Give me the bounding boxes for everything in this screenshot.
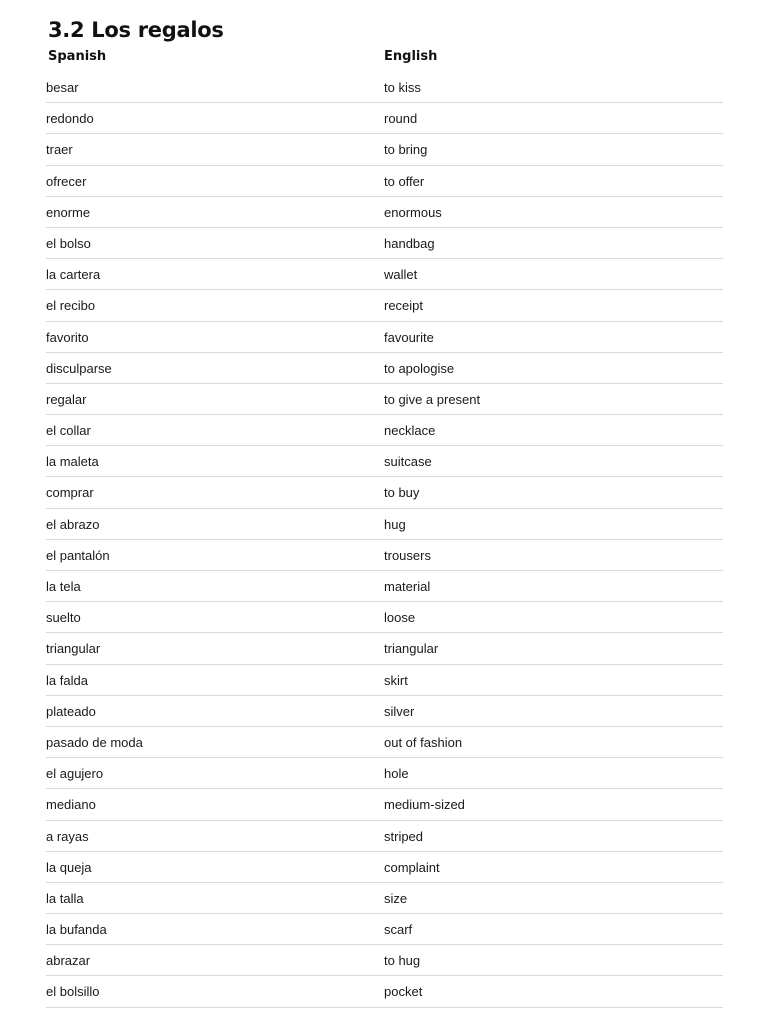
- spanish-term: la talla: [46, 890, 84, 906]
- vocab-row: [46, 727, 723, 758]
- english-translation: to kiss: [384, 80, 421, 95]
- vocab-row: [46, 415, 723, 446]
- english-translation: favourite: [384, 329, 434, 345]
- vocab-row: [46, 633, 723, 664]
- spanish-term: el recibo: [46, 298, 96, 314]
- vocab-row: [46, 883, 723, 914]
- vocab-row: [46, 103, 723, 134]
- spanish-term: suelto: [46, 610, 81, 626]
- english-translation: complaint: [384, 859, 440, 875]
- spanish-term: pasado de moda: [46, 734, 143, 750]
- spanish-term: comprar: [46, 485, 94, 501]
- english-translation: enormous: [384, 204, 442, 220]
- english-translation: triangular: [384, 641, 439, 657]
- spanish-term: la falda: [46, 672, 88, 688]
- vocab-row: [46, 665, 723, 696]
- vocab-row: [46, 166, 723, 197]
- english-translation: necklace: [384, 423, 436, 439]
- english-translation: wallet: [384, 267, 418, 283]
- vocab-row: [46, 602, 723, 633]
- vocab-row: [46, 789, 723, 820]
- spanish-term: triangular: [46, 641, 101, 657]
- vocab-row: [46, 384, 723, 415]
- spanish-term: abrazar: [46, 953, 91, 969]
- english-translation: to buy: [384, 485, 420, 501]
- english-translation: receipt: [384, 298, 424, 314]
- table-header: [48, 49, 722, 69]
- english-translation: pocket: [384, 984, 423, 1000]
- page-title: 3.2 Los regalos: [48, 18, 224, 42]
- vocab-row: [46, 228, 723, 259]
- spanish-term: regalar: [46, 391, 87, 407]
- spanish-term: la maleta: [46, 454, 99, 470]
- spanish-term: el bolsillo: [46, 984, 100, 1000]
- spanish-term: la queja: [46, 859, 92, 875]
- vocab-row: [46, 134, 723, 165]
- english-translation: trousers: [384, 547, 431, 563]
- vocab-row: [46, 290, 723, 321]
- spanish-term: el bolso: [46, 235, 91, 251]
- column-header-english: English: [384, 49, 438, 64]
- spanish-term: favorito: [46, 329, 89, 345]
- english-translation: suitcase: [384, 454, 432, 470]
- vocab-row: [46, 322, 723, 353]
- english-translation: hug: [384, 516, 406, 532]
- vocab-row: [46, 914, 723, 945]
- spanish-term: la bufanda: [46, 922, 107, 938]
- english-translation: round: [384, 111, 418, 127]
- spanish-term: plateado: [46, 703, 96, 719]
- vocab-row: [46, 197, 723, 228]
- column-header-spanish: Spanish: [48, 49, 107, 64]
- spanish-term: enorme: [46, 204, 91, 220]
- vocab-row: [46, 509, 723, 540]
- spanish-term: ofrecer: [46, 173, 87, 189]
- english-translation: size: [384, 890, 408, 906]
- english-translation: to apologise: [384, 360, 455, 376]
- vocab-row: [46, 259, 723, 290]
- spanish-term: traer: [46, 142, 73, 158]
- vocab-row: [46, 852, 723, 883]
- vocab-row: [46, 821, 723, 852]
- english-translation: to give a present: [384, 391, 481, 407]
- vocab-row: [46, 477, 723, 508]
- spanish-term: el abrazo: [46, 516, 100, 532]
- vocabulary-list: [46, 72, 723, 1008]
- spanish-term: el pantalón: [46, 547, 110, 563]
- spanish-term: a rayas: [46, 828, 89, 844]
- vocab-row: [46, 945, 723, 976]
- spanish-term: besar: [46, 80, 79, 95]
- english-translation: handbag: [384, 235, 435, 251]
- spanish-term: el collar: [46, 423, 91, 439]
- english-translation: loose: [384, 610, 416, 626]
- english-translation: medium-sized: [384, 797, 465, 813]
- spanish-term: mediano: [46, 797, 96, 813]
- vocab-row: [46, 571, 723, 602]
- spanish-term: el agujero: [46, 766, 104, 782]
- english-translation: hole: [384, 766, 409, 782]
- english-translation: silver: [384, 703, 415, 719]
- english-translation: to bring: [384, 142, 428, 158]
- spanish-term: la tela: [46, 579, 81, 594]
- vocab-row: [46, 976, 723, 1007]
- english-translation: to offer: [384, 173, 425, 189]
- vocab-row: [46, 758, 723, 789]
- english-translation: scarf: [384, 922, 413, 938]
- vocab-row: [46, 72, 723, 103]
- spanish-term: redondo: [46, 111, 94, 127]
- english-translation: material: [384, 579, 431, 594]
- english-translation: striped: [384, 828, 424, 844]
- vocab-row: [46, 446, 723, 477]
- spanish-term: disculparse: [46, 360, 112, 376]
- vocab-row: [46, 540, 723, 571]
- english-translation: out of fashion: [384, 734, 463, 750]
- english-translation: to hug: [384, 953, 421, 969]
- spanish-term: la cartera: [46, 267, 101, 283]
- vocab-row: [46, 696, 723, 727]
- vocab-row: [46, 353, 723, 384]
- english-translation: skirt: [384, 672, 408, 688]
